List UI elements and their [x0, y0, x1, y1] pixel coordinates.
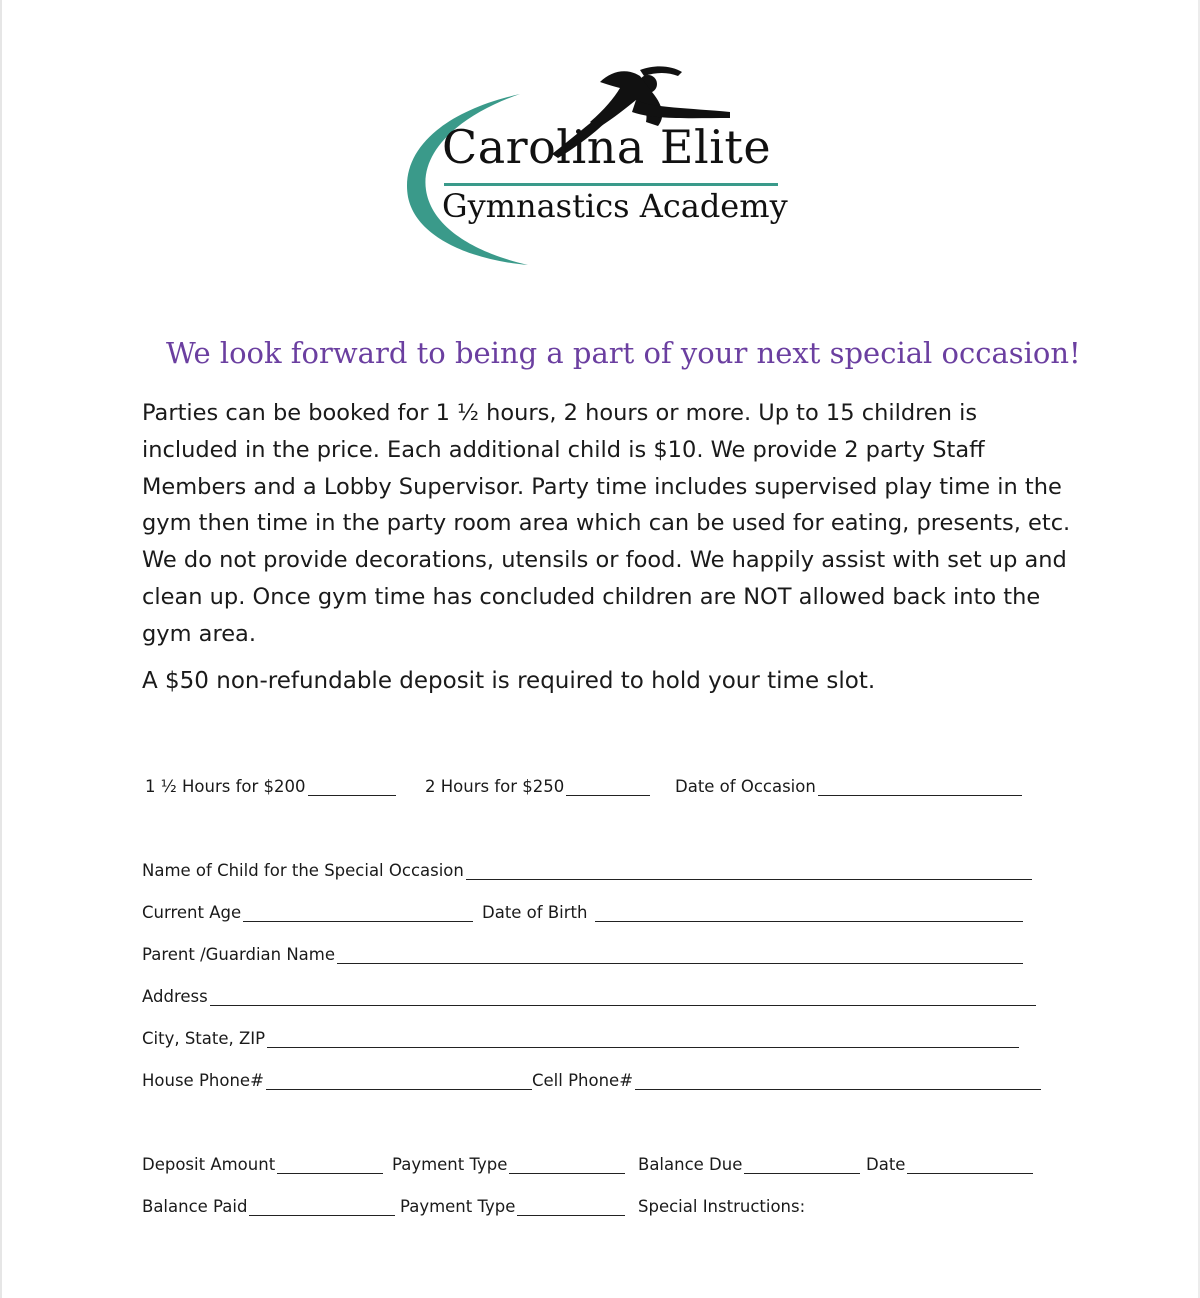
address-label: Address — [142, 987, 208, 1006]
special-instructions-field[interactable] — [638, 1190, 805, 1216]
age-row — [142, 896, 1042, 924]
cell-phone-blank[interactable] — [635, 1071, 1041, 1090]
page-edge-left — [0, 0, 2, 1298]
logo-subtitle: Gymnastics Academy — [442, 187, 788, 225]
parent-row — [142, 938, 1042, 966]
phone-row — [142, 1064, 1042, 1092]
deposit-note: A $50 non-refundable deposit is required to hold your time slot. — [142, 668, 876, 694]
headline: We look forward to being a part of your next special occasion! — [166, 336, 1081, 370]
parent-name-label: Parent /Guardian Name — [142, 945, 336, 964]
balance-paid-field[interactable] — [142, 1190, 395, 1216]
package-row — [145, 770, 1045, 798]
date-of-birth-label: Date of Birth — [482, 903, 588, 922]
house-phone-blank[interactable] — [266, 1071, 532, 1090]
city-state-zip-label: City, State, ZIP — [142, 1029, 266, 1048]
payment-type-2-field[interactable] — [400, 1190, 625, 1216]
payment-type-2-label: Payment Type — [400, 1197, 516, 1216]
city-state-zip-blank[interactable] — [267, 1029, 1019, 1048]
balance-paid-blank[interactable] — [249, 1197, 395, 1216]
child-name-label: Name of Child for the Special Occasion — [142, 861, 464, 880]
current-age-blank[interactable] — [243, 903, 473, 922]
current-age-label: Current Age — [142, 903, 242, 922]
payment-type-2-blank[interactable] — [517, 1197, 625, 1216]
payment-type-1-field[interactable] — [392, 1148, 625, 1174]
cell-phone-label: Cell Phone# — [532, 1071, 634, 1090]
option-1-field[interactable] — [145, 770, 396, 796]
deposit-amount-label: Deposit Amount — [142, 1155, 276, 1174]
deposit-amount-field[interactable] — [142, 1148, 383, 1174]
cell-phone-field[interactable] — [532, 1064, 1041, 1090]
date-label: Date — [866, 1155, 906, 1174]
option-1-blank[interactable] — [308, 777, 396, 796]
option-1-label: 1 ½ Hours for $200 — [145, 777, 306, 796]
address-row — [142, 980, 1042, 1008]
date-of-occasion-field[interactable] — [675, 770, 1022, 796]
house-phone-label: House Phone# — [142, 1071, 264, 1090]
date-of-birth-field[interactable] — [482, 896, 1023, 922]
logo-title: Carolina Elite — [442, 120, 772, 174]
payment-type-1-blank[interactable] — [509, 1155, 625, 1174]
academy-logo — [400, 62, 790, 267]
option-2-field[interactable] — [425, 770, 650, 796]
balance-due-label: Balance Due — [638, 1155, 743, 1174]
date-of-birth-blank[interactable] — [595, 903, 1023, 922]
parent-name-field[interactable] — [142, 938, 1023, 964]
date-blank[interactable] — [907, 1155, 1033, 1174]
balance-paid-label: Balance Paid — [142, 1197, 248, 1216]
logo-divider — [444, 183, 778, 186]
option-2-blank[interactable] — [566, 777, 650, 796]
parent-name-blank[interactable] — [337, 945, 1023, 964]
house-phone-field[interactable] — [142, 1064, 532, 1090]
current-age-field[interactable] — [142, 896, 473, 922]
date-of-occasion-blank[interactable] — [818, 777, 1022, 796]
date-field[interactable] — [866, 1148, 1033, 1174]
payment-type-1-label: Payment Type — [392, 1155, 508, 1174]
balance-due-field[interactable] — [638, 1148, 860, 1174]
child-name-field[interactable] — [142, 854, 1032, 880]
date-of-occasion-label: Date of Occasion — [675, 777, 816, 796]
child-name-row — [142, 854, 1042, 882]
address-blank[interactable] — [210, 987, 1036, 1006]
payment-row-2 — [142, 1190, 1052, 1218]
deposit-amount-blank[interactable] — [277, 1155, 383, 1174]
balance-due-blank[interactable] — [744, 1155, 860, 1174]
address-field[interactable] — [142, 980, 1036, 1006]
city-state-zip-field[interactable] — [142, 1022, 1019, 1048]
city-row — [142, 1022, 1042, 1050]
child-name-blank[interactable] — [466, 861, 1032, 880]
intro-paragraph: Parties can be booked for 1 ½ hours, 2 hours or more. Up to 15 children is included in the price. Each additional child is $10. We provide 2 party Staff Members and a Lobby Supervisor. Party time includes supervised play time in the gym then time in the party room area which can be used for eating, presents, etc. We do not provide decorations, utensils or food. We happily assist with set up and clean up. Once gym time has concluded children are NOT allowed back into the gym area. — [142, 400, 1071, 647]
payment-row-1 — [142, 1148, 1052, 1176]
special-instructions-label: Special Instructions: — [638, 1197, 806, 1216]
option-2-label: 2 Hours for $250 — [425, 777, 565, 796]
